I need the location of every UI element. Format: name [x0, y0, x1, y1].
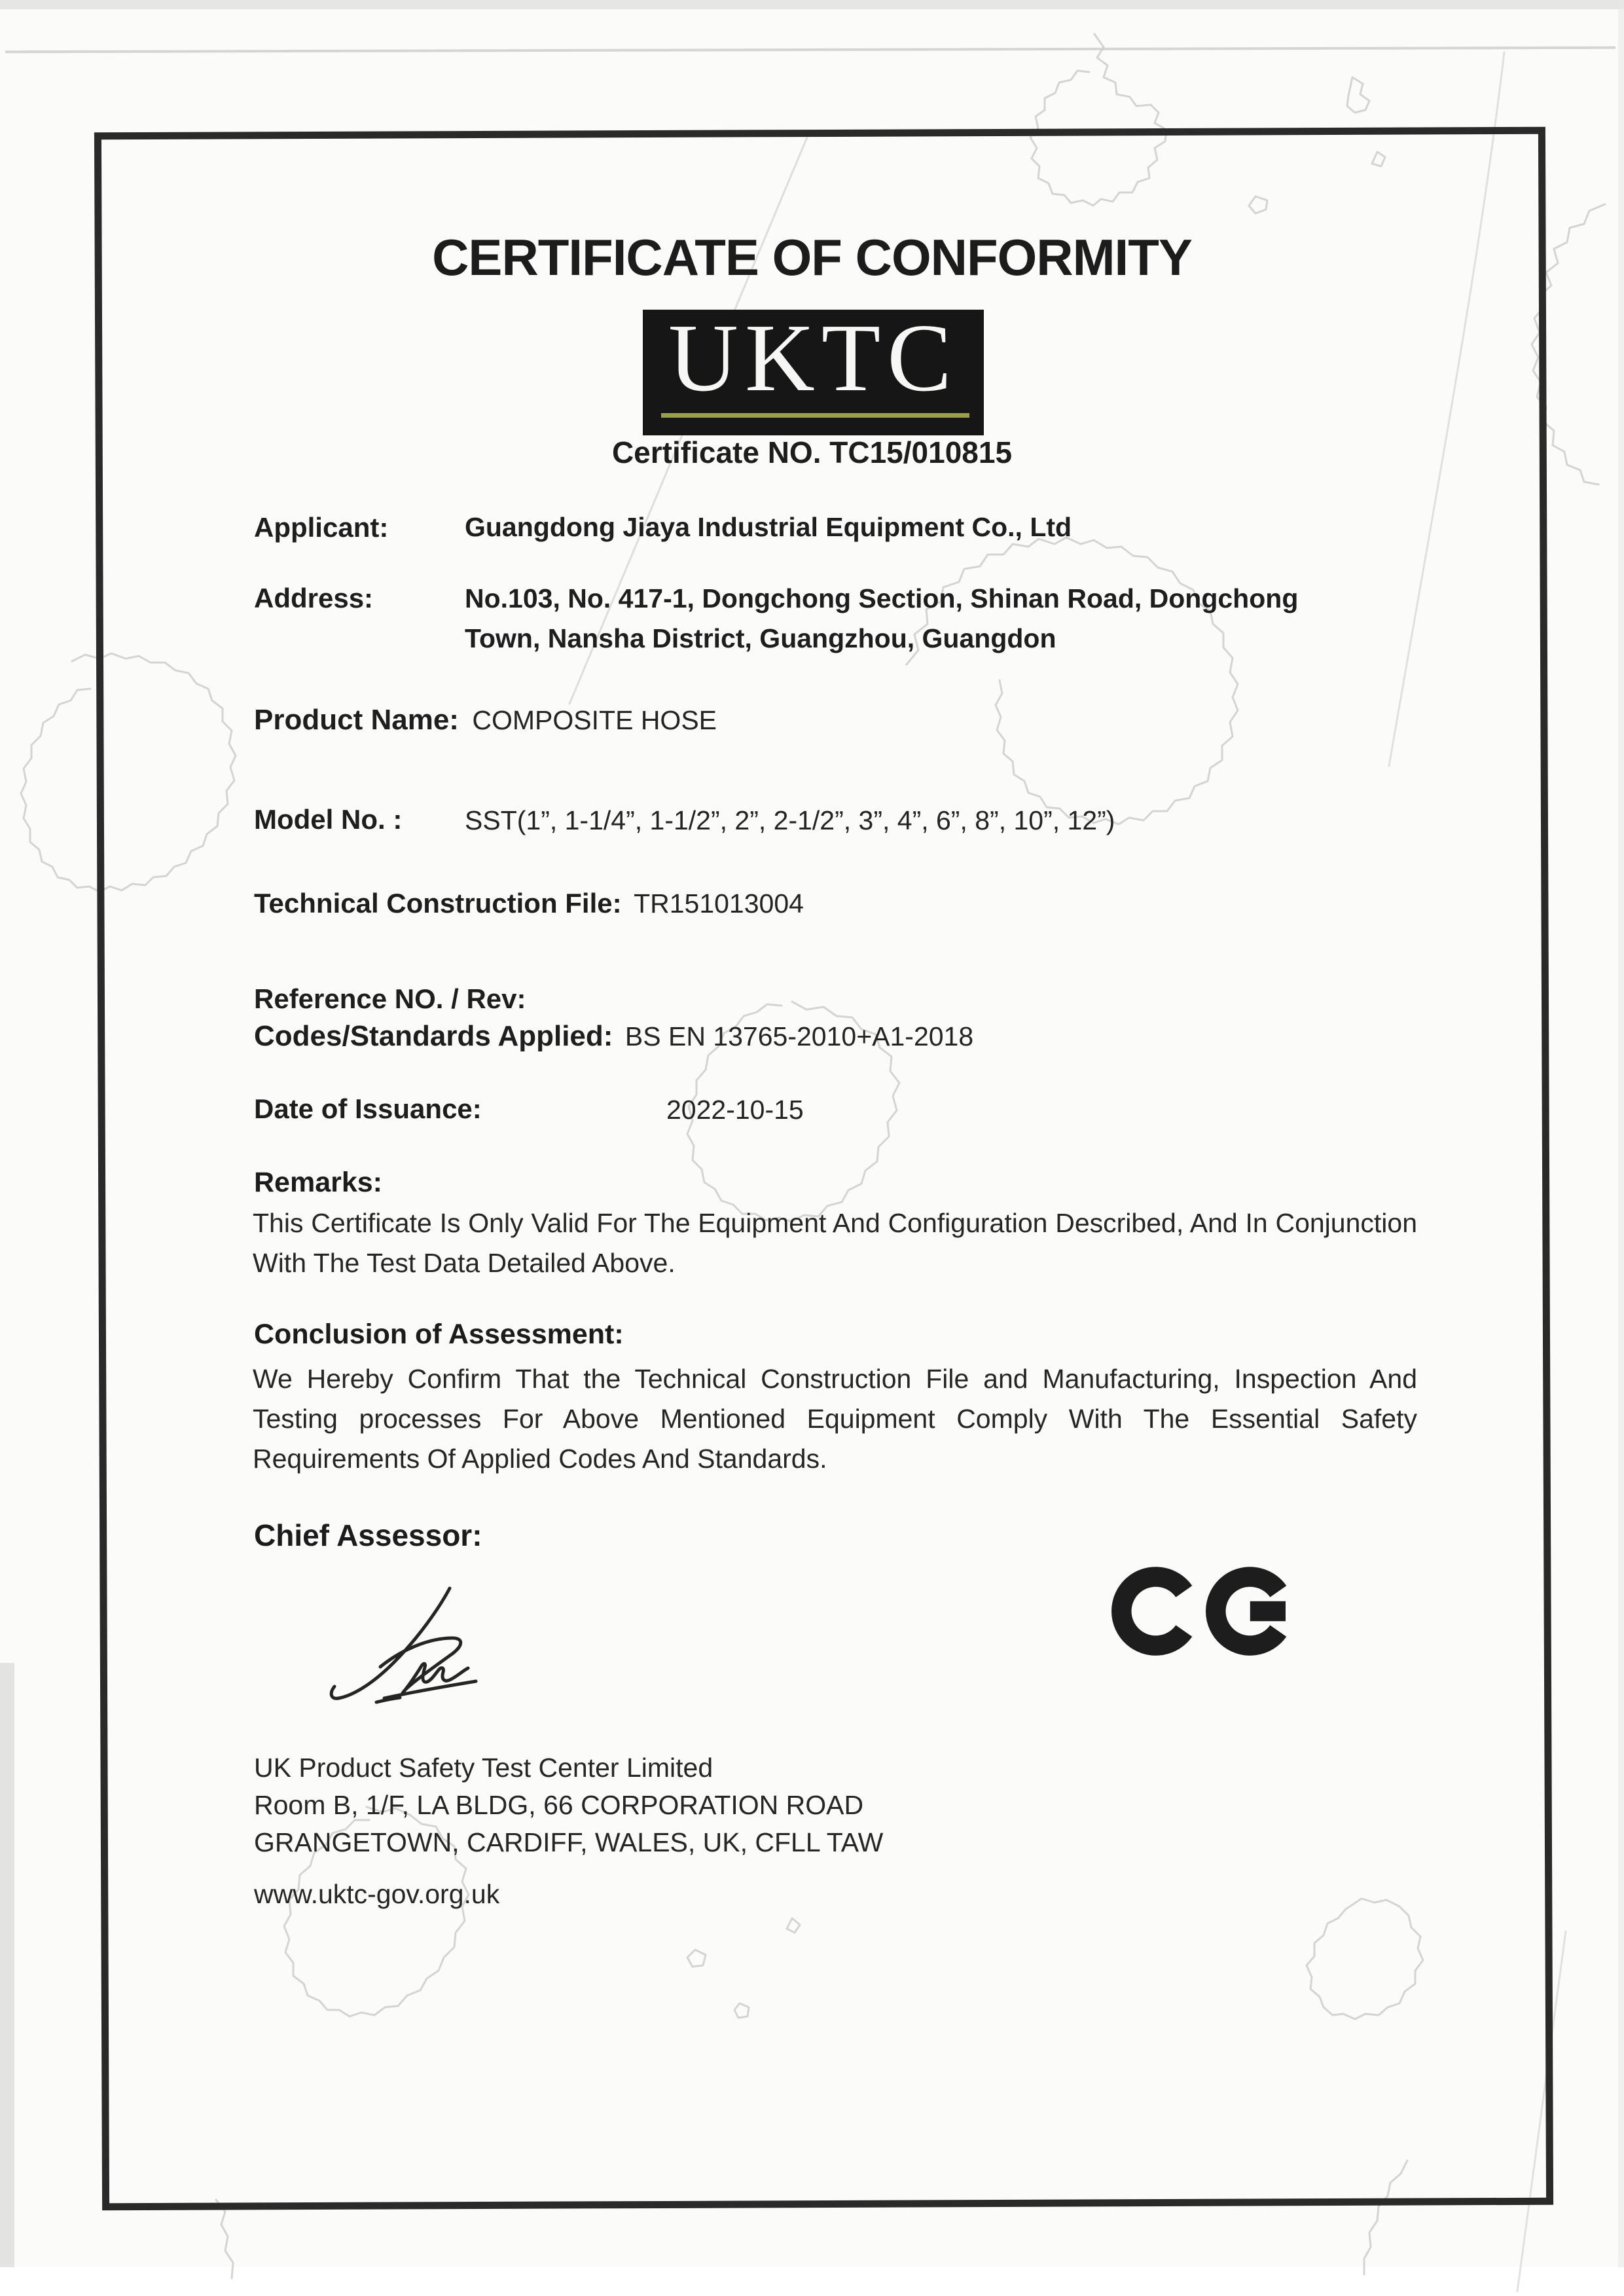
issuer-address-line-2: GRANGETOWN, CARDIFF, WALES, UK, CFLL TAW	[254, 1827, 884, 1857]
address-line-1: No.103, No. 417-1, Dongchong Section, Shinan Road, Dongchong	[465, 583, 1299, 613]
codes-standards-value: BS EN 13765-2010+A1-2018	[624, 1021, 974, 1051]
applicant-label: Applicant:	[254, 512, 389, 543]
ce-letter-c	[1121, 1576, 1184, 1645]
issuer-name: UK Product Safety Test Center Limited	[254, 1753, 713, 1783]
reference-no-rev-row	[254, 983, 526, 1015]
map-outline	[216, 2200, 233, 2278]
product-name-row	[254, 704, 717, 737]
date-of-issuance-label: Date of Issuance:	[254, 1093, 482, 1124]
model-no-label: Model No. :	[254, 804, 403, 835]
conclusion-heading: Conclusion of Assessment:	[254, 1319, 624, 1350]
model-no-value: SST(1”, 1-1/4”, 1-1/2”, 2”, 2-1/2”, 3”, 4”, 6”, 8”, 10”, 12”)	[465, 805, 1115, 835]
certificate-number-line: Certificate NO. TC15/010815	[611, 435, 1013, 469]
date-of-issuance-row	[254, 1093, 482, 1125]
technical-construction-file-value: TR151013004	[634, 888, 804, 919]
remarks-heading: Remarks:	[254, 1167, 382, 1198]
conclusion-body: We Hereby Confirm That the Technical Construction File and Manufacturing, Inspection And Testing processes For Above Mentioned Equipment Comply With The Essential Safety Requirements Of Applied Codes And Standards.	[253, 1364, 1417, 1474]
address-row	[254, 583, 373, 614]
codes-standards-row	[254, 1020, 973, 1053]
applicant-value: Guangdong Jiaya Industrial Equipment Co., Ltd	[465, 512, 1072, 542]
date-of-issuance-value: 2022-10-15	[666, 1095, 804, 1125]
applicant-row	[254, 512, 388, 543]
uktc-logo-text: UKTC	[668, 304, 958, 412]
issuer-website: www.uktc-gov.org.uk	[254, 1879, 500, 1909]
issuer-footer	[254, 1749, 883, 1913]
model-no-row	[254, 804, 402, 835]
ce-marking-icon	[1111, 1550, 1300, 1672]
uktc-logo	[643, 304, 984, 435]
product-name-label: Product Name:	[254, 704, 459, 736]
technical-construction-file-row	[254, 888, 804, 919]
map-outline	[1347, 77, 1369, 113]
uktc-logo-underline	[661, 413, 969, 418]
certificate-title: CERTIFICATE OF CONFORMITY	[432, 228, 1192, 286]
issuer-address-line-1: Room B, 1/F, LA BLDG, 66 CORPORATION ROAD	[254, 1790, 864, 1820]
codes-standards-label: Codes/Standards Applied:	[254, 1020, 613, 1052]
reference-no-rev-label: Reference NO. / Rev:	[254, 983, 526, 1014]
address-line-2: Town, Nansha District, Guangzhou, Guangdon	[465, 623, 1056, 653]
product-name-value: COMPOSITE HOSE	[472, 705, 717, 735]
address-value	[465, 579, 1420, 659]
address-label: Address:	[254, 583, 374, 613]
remarks-body: This Certificate Is Only Valid For The Equipment And Configuration Described, And In Conjunction With The Test Data Detailed Above.	[253, 1208, 1417, 1278]
chief-assessor-signature	[324, 1583, 520, 1707]
technical-construction-file-label: Technical Construction File:	[254, 888, 622, 919]
chief-assessor-label: Chief Assessor:	[254, 1518, 482, 1552]
